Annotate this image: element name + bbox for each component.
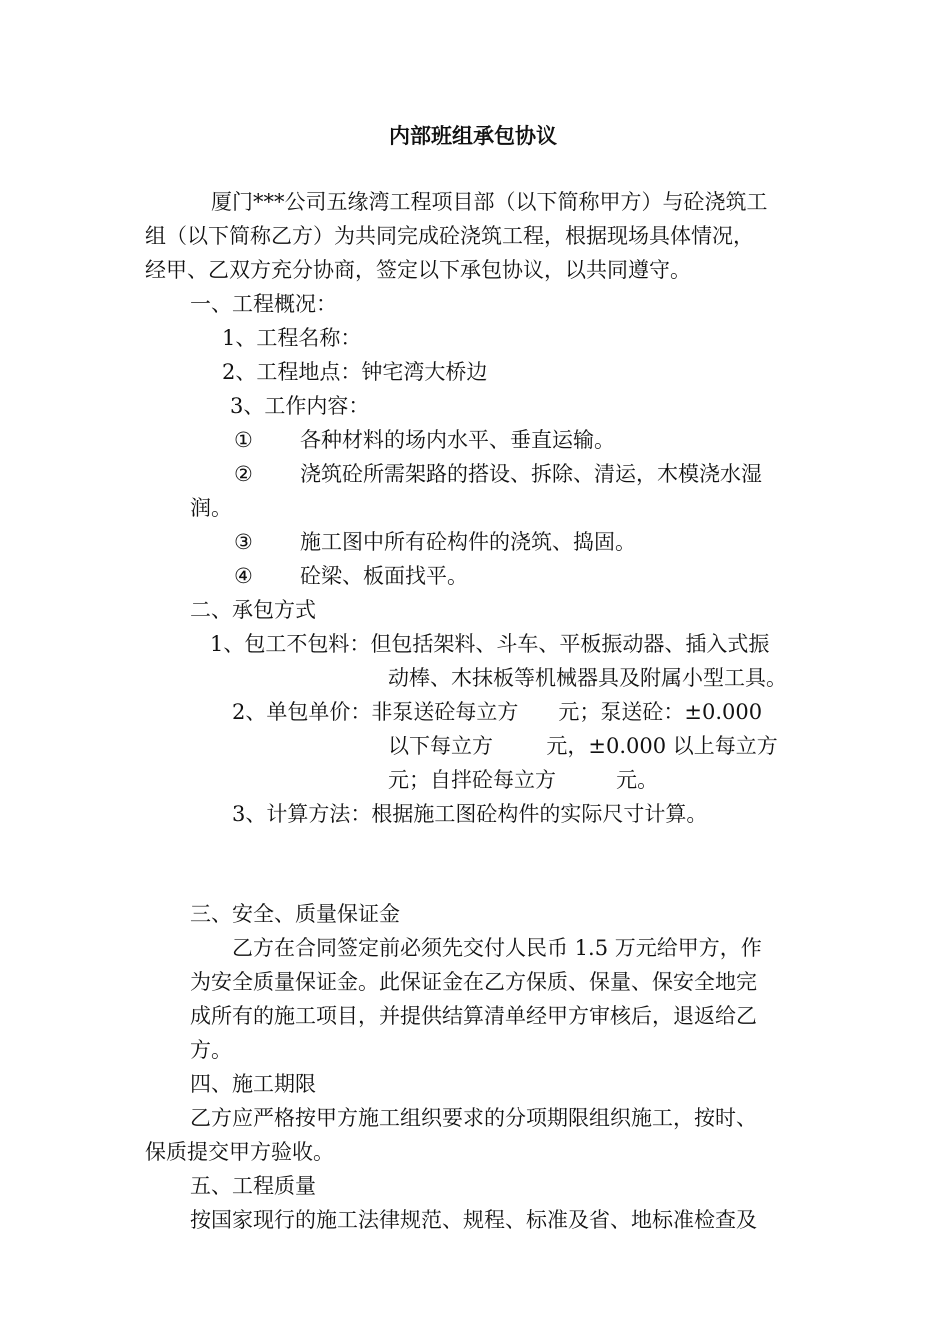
deposit-line-3: 成所有的施工项目，并提供结算清单经甲方审核后，退返给乙	[190, 1004, 757, 1028]
work-item-1-text: 各种材料的场内水平、垂直运输。	[300, 428, 615, 452]
work-item-3-num: ③	[234, 530, 253, 554]
contract-method-1: 1、包工不包料：但包括架料、斗车、平板振动器、插入式振	[210, 632, 770, 656]
intro-line-3: 经甲、乙双方充分协商，签定以下承包协议，以共同遵守。	[145, 258, 691, 282]
contract-method-1-cont: 动棒、木抹板等机械器具及附属小型工具。	[388, 666, 787, 690]
document-title: 内部班组承包协议	[389, 124, 557, 148]
work-item-2-text: 浇筑砼所需架路的搭设、拆除、清运，木模浇水湿	[300, 462, 762, 486]
quality-line-1: 按国家现行的施工法律规范、规程、标准及省、地标准检查及	[190, 1208, 757, 1232]
intro-line-1: 厦门***公司五缘湾工程项目部（以下简称甲方）与砼浇筑工	[211, 190, 768, 214]
project-name: 1、工程名称：	[222, 326, 362, 350]
work-content: 3、工作内容：	[230, 394, 370, 418]
work-item-1-num: ①	[234, 428, 253, 452]
contract-method-2-cont: 以下每立方 元，±0.000 以上每立方	[388, 734, 778, 758]
intro-line-2: 组（以下简称乙方）为共同完成砼浇筑工程，根据现场具体情况，	[145, 224, 754, 248]
section-5-heading: 五、工程质量	[190, 1174, 316, 1198]
section-3-heading: 三、安全、质量保证金	[190, 902, 400, 926]
work-item-4-text: 砼梁、板面找平。	[300, 564, 468, 588]
contract-method-2: 2、单包单价：非泵送砼每立方 元；泵送砼：±0.000	[232, 700, 763, 724]
work-item-2-cont: 润。	[190, 496, 232, 520]
work-item-4-num: ④	[234, 564, 253, 588]
deposit-line-1: 乙方在合同签定前必须先交付人民币 1.5 万元给甲方，作	[232, 936, 762, 960]
project-location: 2、工程地点：钟宅湾大桥边	[222, 360, 488, 384]
section-1-heading: 一、工程概况：	[190, 292, 337, 316]
contract-method-2-cont-2: 元；自拌砼每立方 元。	[388, 768, 659, 792]
period-line-1: 乙方应严格按甲方施工组织要求的分项期限组织施工，按时、	[190, 1106, 757, 1130]
period-line-2: 保质提交甲方验收。	[145, 1140, 334, 1164]
deposit-line-4: 方。	[190, 1038, 232, 1062]
work-item-2-num: ②	[234, 462, 253, 486]
section-4-heading: 四、施工期限	[190, 1072, 316, 1096]
work-item-3-text: 施工图中所有砼构件的浇筑、捣固。	[300, 530, 636, 554]
contract-method-3: 3、计算方法：根据施工图砼构件的实际尺寸计算。	[232, 802, 708, 826]
deposit-line-2: 为安全质量保证金。此保证金在乙方保质、保量、保安全地完	[190, 970, 757, 994]
section-2-heading: 二、承包方式	[190, 598, 316, 622]
